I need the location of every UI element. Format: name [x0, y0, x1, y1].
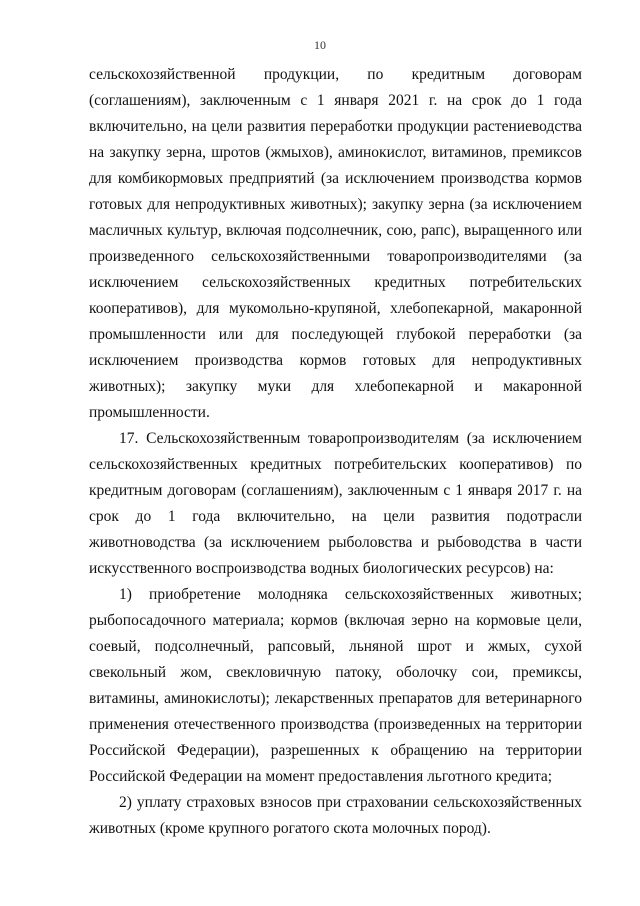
paragraph-subitem-1: 1) приобретение молодняка сельскохозяйственных животных; рыбопосадочного материала; кормов (включая зерно на кормовые цели, соевый, подсолнечный, рапсовый, льняной шрот и жмых, сухой свекольный жом, свекловичную патоку, оболочку сои, премиксы, витамины, аминокислоты); лекарственных препаратов для ветеринарного применения отечественного производства (произведенных на территории Российской Федерации), разрешенных к обращению на территории Российской Федерации на момент предоставления льготного кредита; — [89, 586, 582, 785]
paragraph-item-17: 17. Сельскохозяйственным товаропроизводителям (за исключением сельскохозяйственных кредитных потребительских кооперативов) по кредитным договорам (соглашениям), заключенным с 1 января 2017 г. на срок до 1 года включительно, на цели развития подотрасли животноводства (за исключением рыболовства и рыбоводства в части искусственного воспроизводства водных биологических ресурсов) на: — [89, 430, 582, 577]
page-number: 10 — [314, 38, 326, 52]
paragraph-continuation: сельскохозяйственной продукции, по кредитным договорам (соглашениям), заключенным с 1 января 2021 г. на срок до 1 года включительно, на цели развития переработки продукции растениеводства на закупку зерна, шротов (жмыхов), аминокислот, витаминов, премиксов для комбикормовых предприятий (за исключением производства кормов готовых для непродуктивных животных); закупку зерна (за исключением масличных культур, включая подсолнечник, сою, рапс), выращенного или произведенного сельскохозяйственными товаропроизводителями (за исключением сельскохозяйственных кредитных потребительских кооперативов), для мукомольно-крупяной, хлебопекарной, макаронной промышленности или для последующей глубокой переработки (за исключением производства кормов готовых для непродуктивных животных); закупку муки для хлебопекарной и макаронной промышленности. — [89, 66, 582, 421]
document-body — [89, 62, 582, 842]
paragraph-subitem-2: 2) уплату страховых взносов при страховании сельскохозяйственных животных (кроме крупного рогатого скота молочных пород). — [89, 794, 582, 837]
